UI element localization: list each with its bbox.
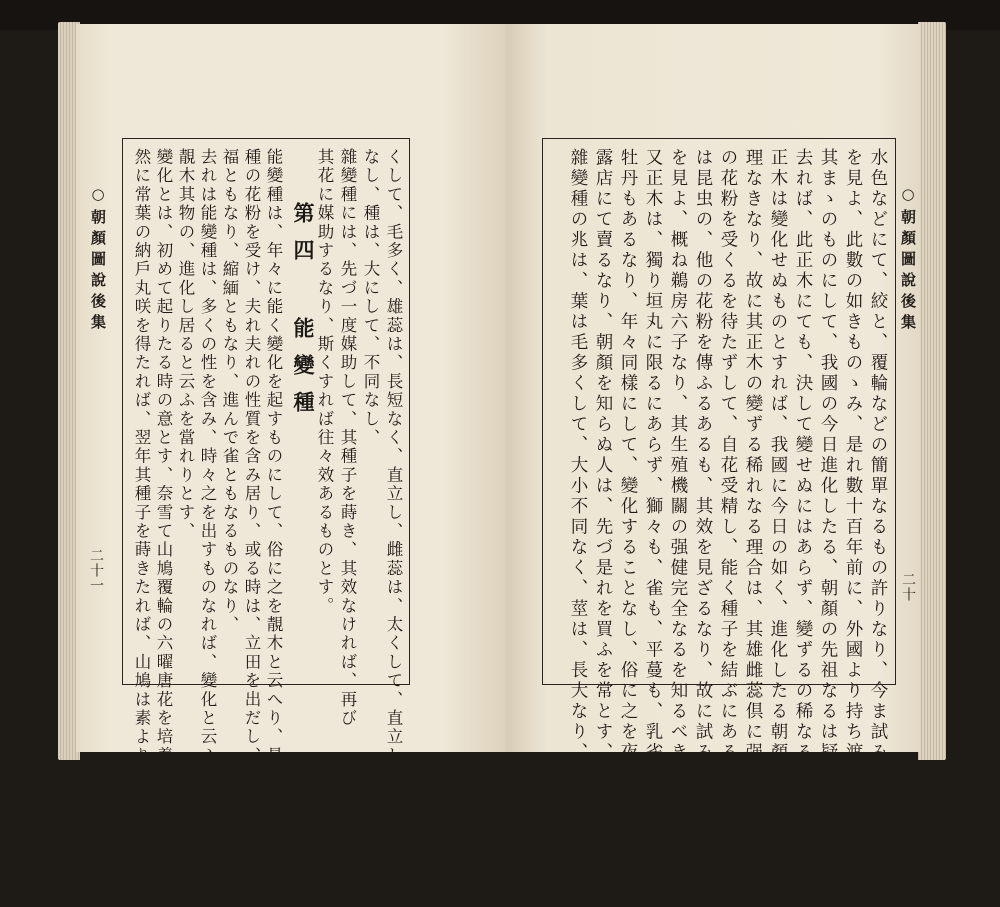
text-column: 牡丹もあるなり、年々同樣にして、變化することなし、俗に之を夜店物と云ひ、 <box>618 148 638 886</box>
text-column: の花粉を受くるを待たずして、自花受精し、能く種子を結ぶにあるなり、故に或 <box>718 148 738 886</box>
text-column: 然に常葉の納戶丸咲を得たれば、翌年其種子を蒔きたれば、山鳩は素より、紅と <box>132 148 151 822</box>
page-edges-right <box>918 22 946 760</box>
text-column: 雜變種には、先づ一度媒助して、其種子を蒔き、其效なければ、再び <box>338 148 357 728</box>
text-column: なし、種は、大にして、不同なし、 <box>361 148 380 448</box>
text-column: 理なきなり、故に其正木の變ずる稀れなる理合は、其雄雌蕊倶に强健にして、他 <box>743 148 763 886</box>
text-column: 其まゝのものにして、我國の今日進化したる、朝顏の先祖なるは疑ひなきなり、 <box>818 148 838 886</box>
text-column: 靚木其物の、進化し居ると云ふを當れりとす、 <box>176 148 195 541</box>
text-column: 水色などにて、絞と、覆輪などの簡單なるもの許りなり、今ま試みに田家の垣丸 <box>868 148 888 886</box>
text-column: を見よ、此數の如きものゝみ、是れ數十百年前に、外國より持ち渡りたる、朝顏 <box>843 148 863 886</box>
text-column: は昆虫の、他の花粉を傳ふるあるも、其效を見ざるなり、故に試みに垣丸の結實 <box>693 148 713 886</box>
text-column: 能變種は、年々に能く變化を起すものにして、俗に之を靚木と云へり、是れは諸 <box>264 148 283 822</box>
text-column: 又正木は、獨り垣丸に限るにあらず、獅々も、雀も、平蔓も、乳雀も、柿子も、 <box>643 148 663 886</box>
text-column: 種の花粉を受け、夫れ夫れの性質を含み居り、或る時は、立田を出だし、又七 <box>242 148 261 803</box>
text-column: 去れば、此正木にても、決して變せぬにはあらず、變ずるの稀なるものなり、若し <box>793 148 813 907</box>
text-column: を見よ、概ね鵜房六子なり、其生殖機關の强健完全なるを知るべきなり、 <box>668 148 688 825</box>
text-column: 福ともなり、縮緬ともなり、進んで雀ともなるものなり、 <box>220 148 239 635</box>
text-column: 露店にて賣るなり、朝顏を知らぬ人は、先づ是れを買ふを常とす、 <box>593 148 613 763</box>
text-column: 雜變種の兆は、葉は毛多くして、大小不同なく、莖は、長大なり、蔓は、太く長 <box>568 148 588 886</box>
text-column: 其花に媒助するなり、斯くすれば往々效あるものとす。 <box>315 148 334 616</box>
text-column: 白と、納戶と、桑とを出し、絞より、覆輪より、又茶臺や、風鈿を出したり、 <box>2 148 21 803</box>
section-heading: 第四 能變種 <box>291 202 316 428</box>
running-title-left: ○朝顏圖說後集 <box>89 185 107 335</box>
text-column: くして、毛多く、雄蕊は、長短なく、直立し、雌蕊は、太くして、直立し、屈曲 <box>384 148 403 822</box>
page-number-right: 二十 <box>900 572 916 602</box>
page-number-left: 二十一 <box>88 548 104 593</box>
text-column: 正木は變化せぬものとすれば、我國に今日の如く、進化したる朝顏のあるべき道 <box>768 148 788 886</box>
text-column: 變化とは、初めて起りたる時の意とす、奈雪て山鳩覆輪の六曜唐花を培養し、偶 <box>154 148 173 822</box>
text-column: 去れは能變種は、多くの性を含み、時々之を出すものなれば、變化と云ふよりは <box>198 148 217 822</box>
running-title-right: ○朝顏圖說後集 <box>899 185 917 335</box>
